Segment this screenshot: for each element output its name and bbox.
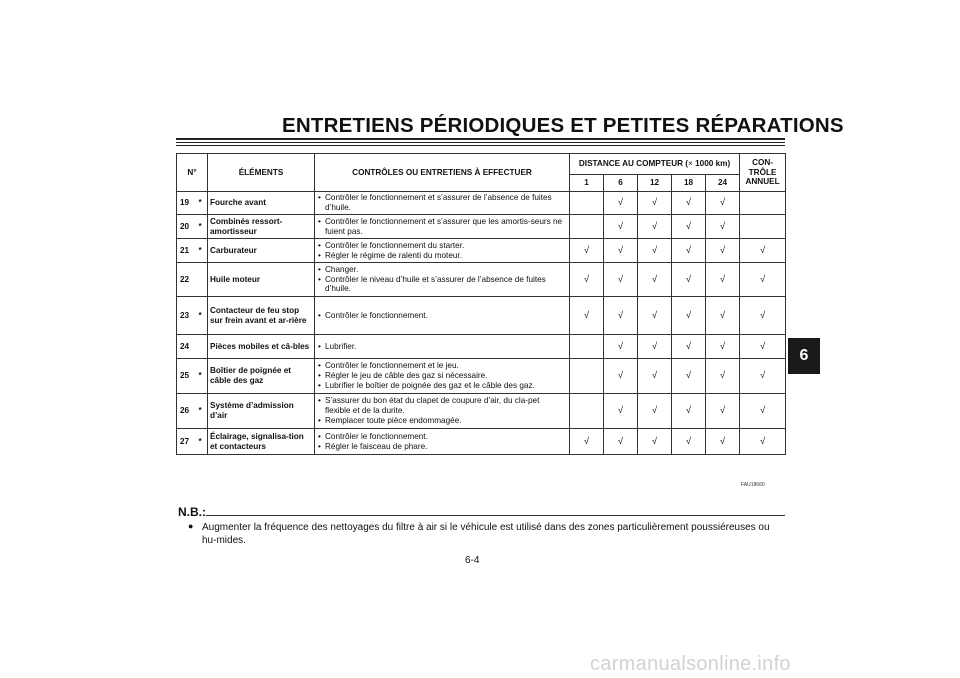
check-cell: √ [740,335,786,359]
maintenance-table [176,153,786,455]
check-cell: √ [604,215,638,239]
check-cell: √ [604,394,638,429]
row-controls [315,239,570,263]
check-cell: √ [706,429,740,455]
row-star: * [199,359,208,394]
check-cell [570,335,604,359]
row-number: 22 [177,263,199,297]
row-controls [315,429,570,455]
check-cell: √ [604,239,638,263]
control-item: • S’assurer du bon état du clapet de coupure d’air, du cla-pet flexible et de la durite. [317,396,567,416]
row-controls [315,215,570,239]
row-number: 27 [177,429,199,455]
check-cell [570,359,604,394]
check-cell: √ [740,429,786,455]
row-element: Combinés ressort-amortisseur [208,215,315,239]
row-controls [315,335,570,359]
control-item: • Régler le jeu de câble des gaz si nécessaire. [317,371,567,381]
check-cell: √ [638,239,672,263]
header-elements: ÉLÉMENTS [208,154,315,192]
header-distance-1: 1 [570,175,604,192]
check-cell: √ [604,429,638,455]
row-controls [315,263,570,297]
table-row [177,263,786,297]
check-cell: √ [570,239,604,263]
check-cell: √ [604,359,638,394]
check-cell: √ [672,215,706,239]
row-element: Carburateur [208,239,315,263]
note-text: Augmenter la fréquence des nettoyages du filtre à air si le véhicule est utilisé dans des zones particulièrement poussiéreuses ou hu-mides. [202,522,770,547]
row-number: 24 [177,335,199,359]
table-row [177,335,786,359]
check-cell: √ [604,192,638,215]
chapter-tab[interactable]: 6 [788,338,820,374]
table-row [177,239,786,263]
note-bullet: ● [188,521,194,531]
control-item: • Lubrifier le boîtier de poignée des gaz et le câble des gaz. [317,381,567,391]
check-cell: √ [672,297,706,335]
row-star: * [199,215,208,239]
row-controls [315,394,570,429]
table-row [177,359,786,394]
control-item: • Contrôler le fonctionnement. [317,432,567,442]
control-item: • Changer. [317,265,567,275]
check-cell: √ [672,192,706,215]
control-item: • Contrôler le fonctionnement. [317,311,567,321]
title-rule [176,138,785,140]
control-item: • Lubrifier. [317,342,567,352]
check-cell: √ [740,359,786,394]
check-cell: √ [706,359,740,394]
header-controls: CONTRÔLES OU ENTRETIENS À EFFECTUER [315,154,570,192]
note-label: N.B.: [178,505,206,519]
check-cell: √ [570,263,604,297]
row-star: * [199,429,208,455]
check-cell: √ [638,215,672,239]
control-item: • Contrôler le fonctionnement et s’assurer que les amortis-seurs ne fuient pas. [317,217,567,237]
header-num: N° [177,154,208,192]
check-cell: √ [740,297,786,335]
row-element: Boîtier de poignée et câble des gaz [208,359,315,394]
check-cell: √ [672,359,706,394]
row-controls [315,359,570,394]
header-distance-18: 18 [672,175,706,192]
check-cell: √ [604,263,638,297]
check-cell: √ [672,239,706,263]
check-cell [570,215,604,239]
check-cell: √ [672,429,706,455]
check-cell: √ [638,297,672,335]
header-distance-24: 24 [706,175,740,192]
check-cell: √ [638,359,672,394]
check-cell: √ [740,394,786,429]
row-controls [315,192,570,215]
control-item: • Régler le régime de ralenti du moteur. [317,251,567,261]
check-cell: √ [638,429,672,455]
row-star [199,335,208,359]
table-row [177,192,786,215]
row-element: Fourche avant [208,192,315,215]
check-cell: √ [570,297,604,335]
check-cell: √ [706,394,740,429]
row-element: Pièces mobiles et câ-bles [208,335,315,359]
check-cell: √ [706,263,740,297]
row-number: 21 [177,239,199,263]
check-cell: √ [638,335,672,359]
page-title: ENTRETIENS PÉRIODIQUES ET PETITES RÉPARATIONS [282,114,844,137]
check-cell: √ [672,335,706,359]
check-cell: √ [706,297,740,335]
row-star: * [199,297,208,335]
check-cell [740,215,786,239]
table-row [177,297,786,335]
check-cell: √ [706,335,740,359]
check-cell: √ [570,429,604,455]
check-cell: √ [706,192,740,215]
row-element: Éclairage, signalisa-tion et contacteurs [208,429,315,455]
row-number: 25 [177,359,199,394]
control-item: • Contrôler le fonctionnement du starter. [317,241,567,251]
table-row [177,215,786,239]
note-rule [206,515,785,516]
page-number: 6-4 [465,555,480,566]
row-star [199,263,208,297]
row-number: 23 [177,297,199,335]
check-cell: √ [706,239,740,263]
control-item: • Contrôler le fonctionnement et s’assurer de l’absence de fuites d’huile. [317,193,567,213]
row-element: Contacteur de feu stop sur frein avant et ar-rière [208,297,315,335]
control-item: • Contrôler le fonctionnement et le jeu. [317,361,567,371]
header-distance-6: 6 [604,175,638,192]
check-cell: √ [638,263,672,297]
check-cell [740,192,786,215]
row-controls [315,297,570,335]
header-distance: DISTANCE AU COMPTEUR (× 1000 km) [570,154,740,175]
check-cell: √ [740,263,786,297]
check-cell: √ [740,239,786,263]
row-number: 26 [177,394,199,429]
row-star: * [199,394,208,429]
doc-code: FAU18660 [741,482,765,488]
header-control-annual: CON-TRÔLE ANNUEL [740,154,786,192]
control-item: • Régler le faisceau de phare. [317,442,567,452]
row-element: Huile moteur [208,263,315,297]
check-cell: √ [672,394,706,429]
watermark: carmanualsonline.info [590,653,791,675]
row-star: * [199,192,208,215]
row-element: Système d’admission d’air [208,394,315,429]
header-distance-12: 12 [638,175,672,192]
check-cell: √ [604,335,638,359]
check-cell: √ [604,297,638,335]
check-cell: √ [672,263,706,297]
table-row [177,429,786,455]
check-cell: √ [638,192,672,215]
check-cell: √ [638,394,672,429]
control-item: • Contrôler le niveau d’huile et s’assurer de l’absence de fuites d’huile. [317,275,567,295]
check-cell [570,192,604,215]
title-rule [176,142,785,143]
row-star: * [199,239,208,263]
row-number: 20 [177,215,199,239]
check-cell: √ [706,215,740,239]
table-row [177,394,786,429]
row-number: 19 [177,192,199,215]
control-item: • Remplacer toute pièce endommagée. [317,416,567,426]
check-cell [570,394,604,429]
title-rule [176,145,785,146]
